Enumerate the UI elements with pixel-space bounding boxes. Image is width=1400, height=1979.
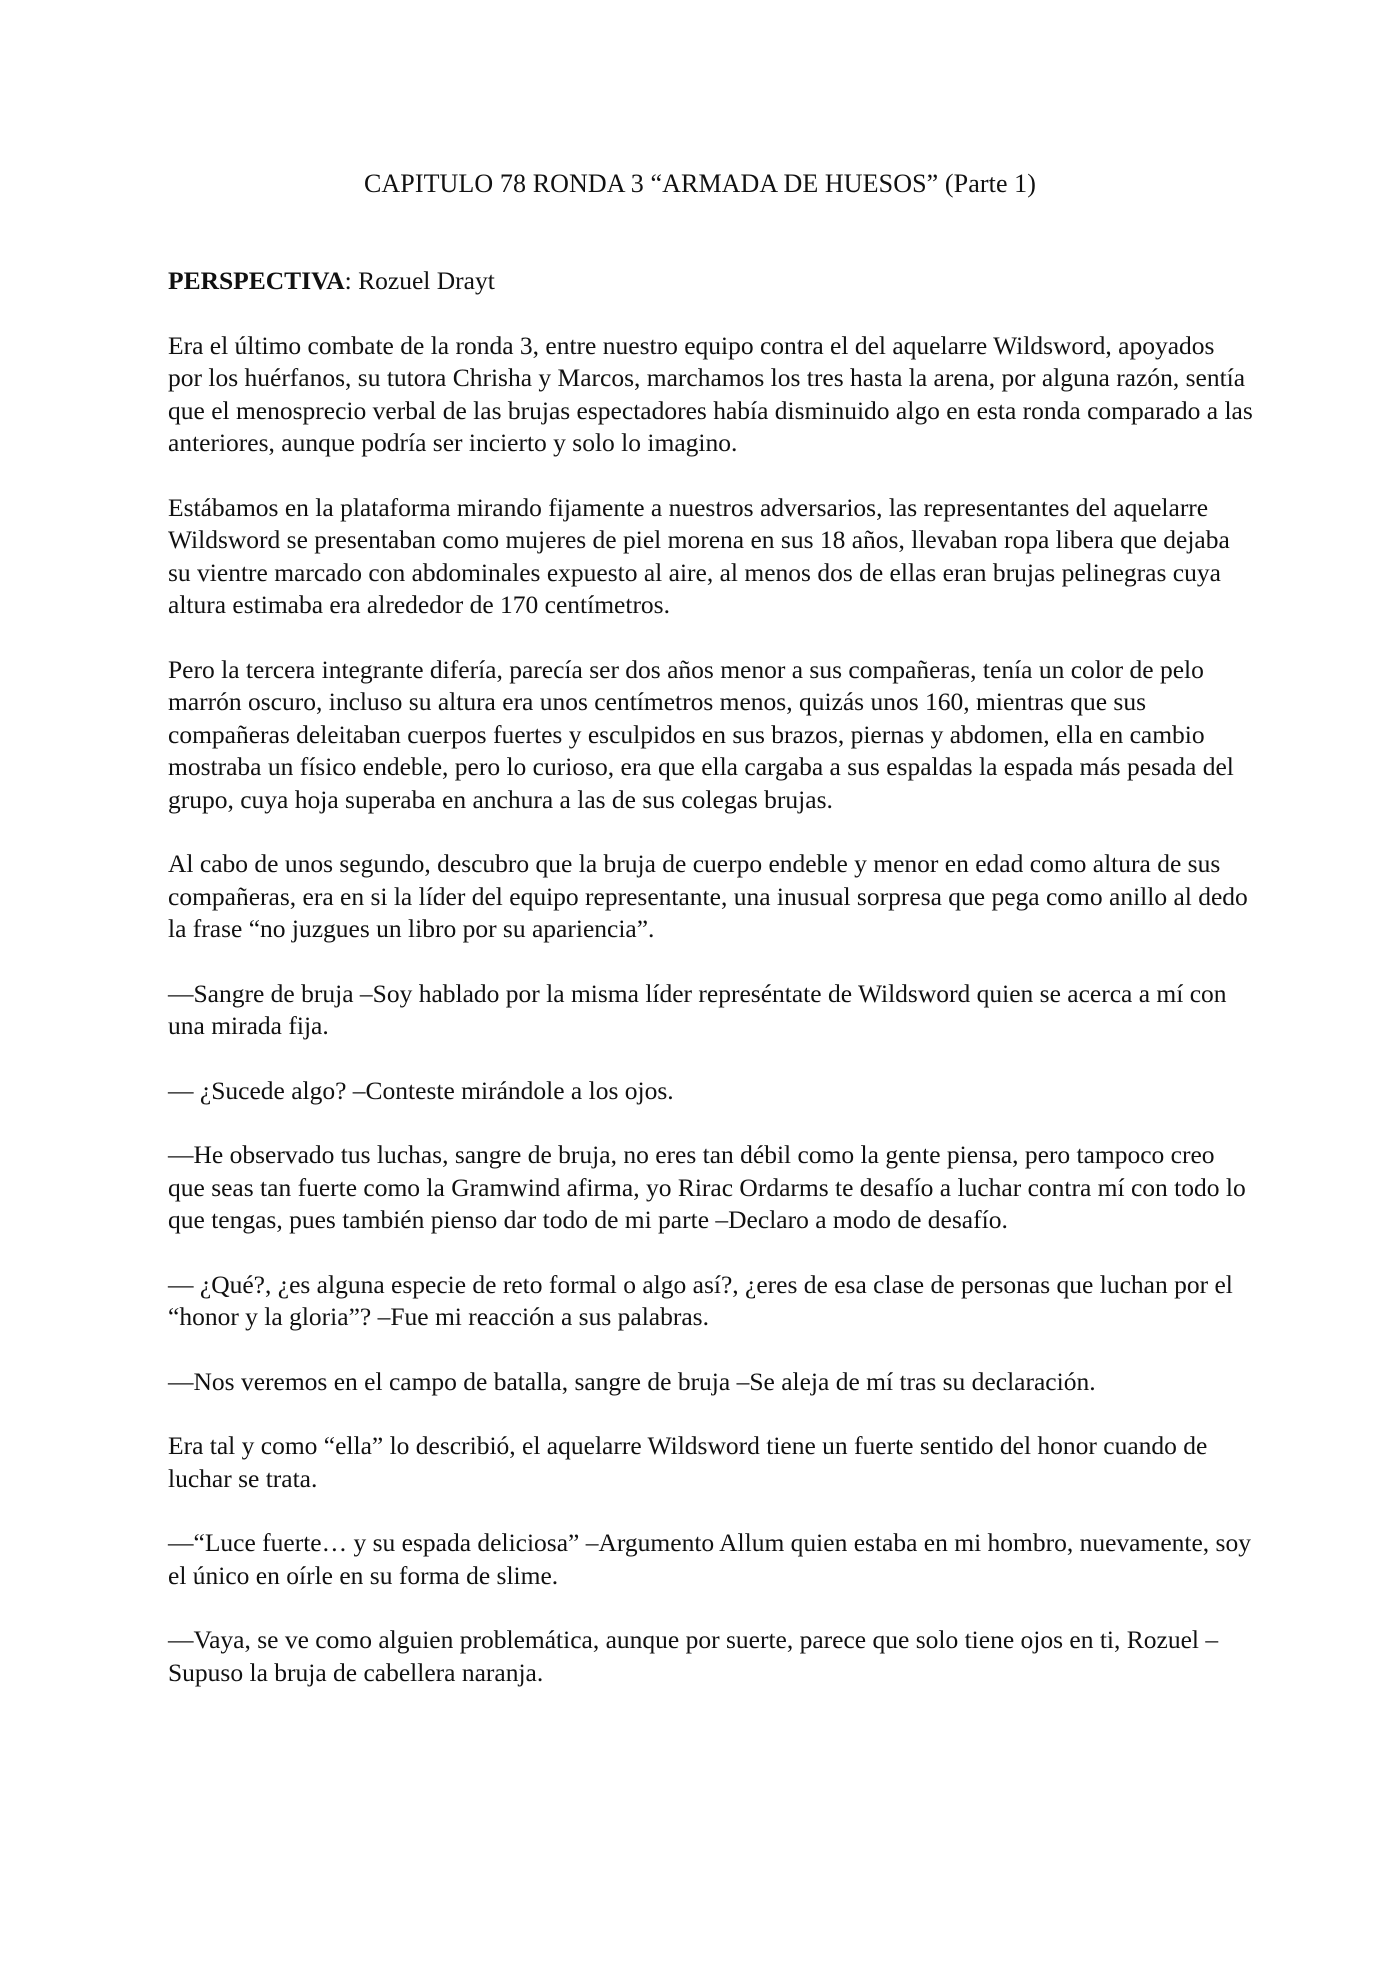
paragraph: Pero la tercera integrante difería, parecía ser dos años menor a sus compañeras, tenía un color de pelo marrón oscuro, incluso su altura era unos centímetros menos, quizás unos 160, mientras que sus compañeras deleitaban cuerpos fuertes y esculpidos en sus brazos, piernas y abdomen, ella en cambio mostraba un físico endeble, pero lo curioso, era que ella cargaba a sus espaldas la espada más pesada del grupo, cuya hoja superaba en anchura a las de sus colegas brujas. [168, 654, 1234, 814]
dialogue-paragraph: — ¿Qué?, ¿es alguna especie de reto formal o algo así?, ¿eres de esa clase de personas que luchan por el “honor y la gloria”? –Fue mi reacción a sus palabras. [168, 1269, 1233, 1331]
dialogue-paragraph: —“Luce fuerte… y su espada deliciosa” –Argumento Allum quien estaba en mi hombro, nuevamente, soy el único en oírle en su forma de slime. [168, 1528, 1251, 1590]
perspective-label: PERSPECTIVA [168, 266, 345, 295]
dialogue-paragraph: —Nos veremos en el campo de batalla, sangre de bruja –Se aleja de mí tras su declaración. [168, 1366, 1096, 1396]
paragraph: Era tal y como “ella” lo describió, el aquelarre Wildsword tiene un fuerte sentido del honor cuando de luchar se trata. [168, 1431, 1208, 1493]
paragraph: Era el último combate de la ronda 3, entre nuestro equipo contra el del aquelarre Wildsword, apoyados por los huérfanos, su tutora Chrisha y Marcos, marchamos los tres hasta la arena, por alguna razón, sentía que el menosprecio verbal de las brujas espectadores había disminuido algo en esta ronda comparado a las anteriores, aunque podría ser incierto y solo lo imagino. [168, 330, 1253, 457]
chapter-title: CAPITULO 78 RONDA 3 “ARMADA DE HUESOS” (Parte 1) [363, 169, 1037, 198]
document-body [168, 265, 1253, 1721]
perspective-value: : Rozuel Drayt [344, 266, 495, 295]
paragraph: Estábamos en la plataforma mirando fijamente a nuestros adversarios, las representantes del aquelarre Wildsword se presentaban como mujeres de piel morena en sus 18 años, llevaban ropa libera que dejaba su vientre marcado con abdominales expuesto al aire, al menos dos de ellas eran brujas pelinegras cuya altura estimaba era alrededor de 170 centímetros. [168, 492, 1230, 619]
dialogue-paragraph: — ¿Sucede algo? –Conteste mirándole a los ojos. [168, 1075, 674, 1105]
dialogue-paragraph: —He observado tus luchas, sangre de bruja, no eres tan débil como la gente piensa, pero tampoco creo que seas tan fuerte como la Gramwind afirma, yo Rirac Ordarms te desafío a luchar contra mí con todo lo que tengas, pues también pienso dar todo de mi parte –Declaro a modo de desafío. [168, 1140, 1246, 1234]
perspective-line [168, 265, 1253, 298]
paragraph: Al cabo de unos segundo, descubro que la bruja de cuerpo endeble y menor en edad como altura de sus compañeras, era en si la líder del equipo representante, una inusual sorpresa que pega como anillo al dedo la frase “no juzgues un libro por su apariencia”. [168, 849, 1248, 943]
dialogue-paragraph: —Vaya, se ve como alguien problemática, aunque por suerte, parece que solo tiene ojos en ti, Rozuel –Supuso la bruja de cabellera naranja. [168, 1625, 1219, 1687]
dialogue-paragraph: —Sangre de bruja –Soy hablado por la misma líder represéntate de Wildsword quien se acerca a mí con una mirada fija. [168, 978, 1227, 1040]
